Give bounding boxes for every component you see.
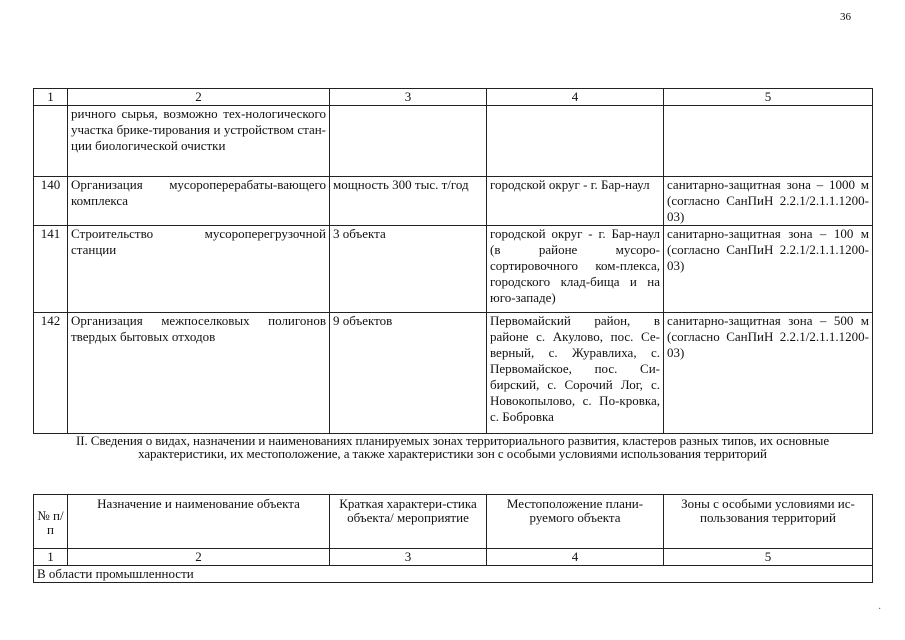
col-number-5: 5 xyxy=(664,549,873,566)
col-number-2: 2 xyxy=(68,89,330,106)
table-row xyxy=(34,313,873,434)
special-zone: санитарно-защитная зона – 1000 м (согласно СанПиН 2.2.1/2.1.1.1200-03) xyxy=(664,177,873,226)
col-number-1: 1 xyxy=(34,549,68,566)
row-number: 140 xyxy=(34,177,68,226)
object-location xyxy=(487,106,664,177)
row-number: 142 xyxy=(34,313,68,434)
special-zone xyxy=(664,106,873,177)
object-characteristic: мощность 300 тыс. т/год xyxy=(330,177,487,226)
col-number-3: 3 xyxy=(330,549,487,566)
object-characteristic: 9 объектов xyxy=(330,313,487,434)
zones-table xyxy=(33,494,873,583)
header-characteristic: Краткая характери-стика объекта/ мероприятие xyxy=(330,495,487,549)
column-number-row xyxy=(34,89,873,106)
col-number-4: 4 xyxy=(487,89,664,106)
col-number-3: 3 xyxy=(330,89,487,106)
page-number: 36 xyxy=(840,11,851,23)
object-name: Строительство мусороперегрузочной станции xyxy=(68,226,330,313)
row-number xyxy=(34,106,68,177)
header-location: Местоположение плани-руемого объекта xyxy=(487,495,664,549)
object-location: городской округ - г. Бар-наул (в районе мусоро-сортировочного ком-плекса, городского клад-бища и на юго-западе) xyxy=(487,226,664,313)
col-number-4: 4 xyxy=(487,549,664,566)
scan-mark: · xyxy=(878,604,882,615)
object-name: ричного сырья, возможно тех-нологического участка брике-тирования и устройством стан-ции биологической очистки xyxy=(68,106,330,177)
object-location: городской округ - г. Бар-наул xyxy=(487,177,664,226)
header-number: № п/п xyxy=(34,495,68,549)
header-object-name: Назначение и наименование объекта xyxy=(68,495,330,549)
group-label: В области промышленности xyxy=(34,566,873,583)
object-name: Организация межпоселковых полигонов твердых бытовых отходов xyxy=(68,313,330,434)
col-number-5: 5 xyxy=(664,89,873,106)
col-number-1: 1 xyxy=(34,89,68,106)
group-row xyxy=(34,566,873,583)
objects-table-continued xyxy=(33,88,873,434)
object-characteristic: 3 объекта xyxy=(330,226,487,313)
col-number-2: 2 xyxy=(68,549,330,566)
column-number-row xyxy=(34,549,873,566)
zones-table-header xyxy=(34,495,873,549)
object-location: Первомайский район, в районе с. Акулово, пос. Се-верный, с. Журавлиха, с. Первомайское, пос. Си-бирский, с. Сорочий Лог, с. Новокопылово, с. По-кровка, с. Бобровка xyxy=(487,313,664,434)
special-zone: санитарно-защитная зона – 500 м (согласно СанПиН 2.2.1/2.1.1.1200-03) xyxy=(664,313,873,434)
table-row xyxy=(34,106,873,177)
table-row xyxy=(34,226,873,313)
section-heading: II. Сведения о видах, назначении и наименованиях планируемых зонах территориального развития, кластеров разных типов, их основные характеристики, их местоположение, а также характеристики зон с особыми условиями использования территорий xyxy=(75,433,829,461)
table-row xyxy=(34,177,873,226)
object-name: Организация мусороперерабаты-вающего комплекса xyxy=(68,177,330,226)
object-characteristic xyxy=(330,106,487,177)
special-zone: санитарно-защитная зона – 100 м (согласно СанПиН 2.2.1/2.1.1.1200-03) xyxy=(664,226,873,313)
header-special-zones: Зоны с особыми условиями ис-пользования территорий xyxy=(664,495,873,549)
row-number: 141 xyxy=(34,226,68,313)
